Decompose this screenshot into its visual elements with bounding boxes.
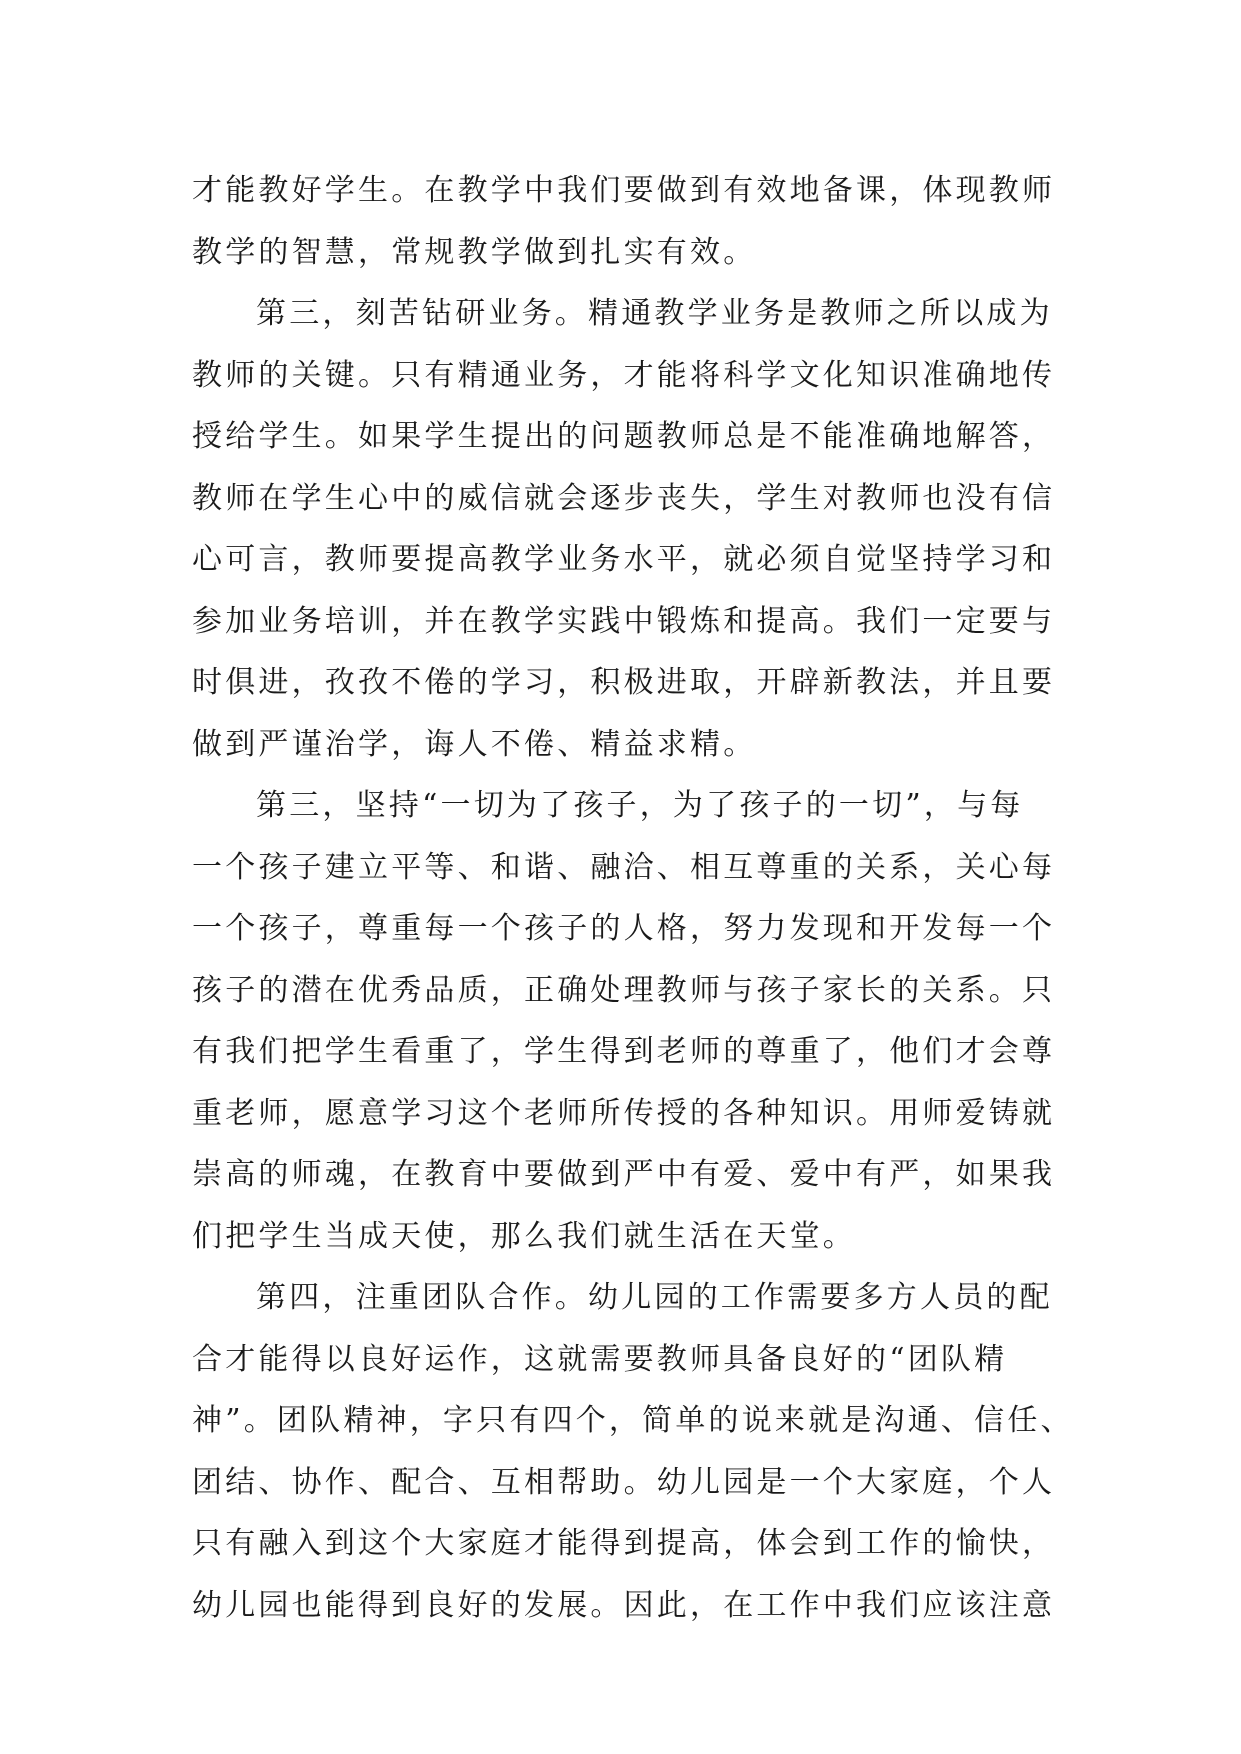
text-line: 崇高的师魂，在教育中要做到严中有爱、爱中有严，如果我 <box>192 1157 1056 1192</box>
text-line: 做到严谨治学，诲人不倦、精益求精。 <box>192 726 757 762</box>
text-line: 合才能得以良好运作，这就需要教师具备良好的“团队精 <box>192 1341 1008 1377</box>
text-line: 授给学生。如果学生提出的问题教师总是不能准确地解答， <box>192 419 1056 454</box>
text-line: 时俱进，孜孜不倦的学习，积极进取，开辟新教法，并且要 <box>192 665 1056 700</box>
text-line: 有我们把学生看重了，学生得到老师的尊重了，他们才会尊 <box>192 1034 1056 1069</box>
text-line: 只有融入到这个大家庭才能得到提高，体会到工作的愉快， <box>192 1526 1056 1561</box>
text-line: 们把学生当成天使，那么我们就生活在天堂。 <box>192 1218 856 1254</box>
text-line: 第四，注重团队合作。幼儿园的工作需要多方人员的配 <box>256 1280 1053 1315</box>
text-line: 幼儿园也能得到良好的发展。因此，在工作中我们应该注意 <box>192 1587 1056 1623</box>
text-line: 教学的智慧，常规教学做到扎实有效。 <box>192 234 757 270</box>
text-line: 教师在学生心中的威信就会逐步丧失，学生对教师也没有信 <box>192 480 1056 516</box>
text-line: 孩子的潜在优秀品质，正确处理教师与孩子家长的关系。只 <box>192 972 1056 1008</box>
text-line: 心可言，教师要提高教学业务水平，就必须自觉坚持学习和 <box>192 542 1056 577</box>
text-line: 第三，刻苦钻研业务。精通教学业务是教师之所以成为 <box>256 296 1053 331</box>
text-line: 一个孩子建立平等、和谐、融洽、相互尊重的关系，关心每 <box>192 849 1056 885</box>
text-line: 神”。团队精神，字只有四个，简单的说来就是沟通、信任、 <box>192 1403 1074 1438</box>
text-line: 参加业务培训，并在教学实践中锻炼和提高。我们一定要与 <box>192 603 1056 639</box>
text-line: 重老师，愿意学习这个老师所传授的各种知识。用师爱铸就 <box>192 1095 1056 1131</box>
text-line: 教师的关键。只有精通业务，才能将科学文化知识准确地传 <box>192 357 1056 393</box>
text-line: 团结、协作、配合、互相帮助。幼儿园是一个大家庭，个人 <box>192 1464 1056 1500</box>
text-line: 一个孩子，尊重每一个孩子的人格，努力发现和开发每一个 <box>192 911 1056 946</box>
text-line: 才能教好学生。在教学中我们要做到有效地备课，体现教师 <box>192 173 1056 208</box>
body-text <box>192 160 1074 1636</box>
text-line: 第三，坚持“一切为了孩子，为了孩子的一切”，与每 <box>256 788 1024 823</box>
